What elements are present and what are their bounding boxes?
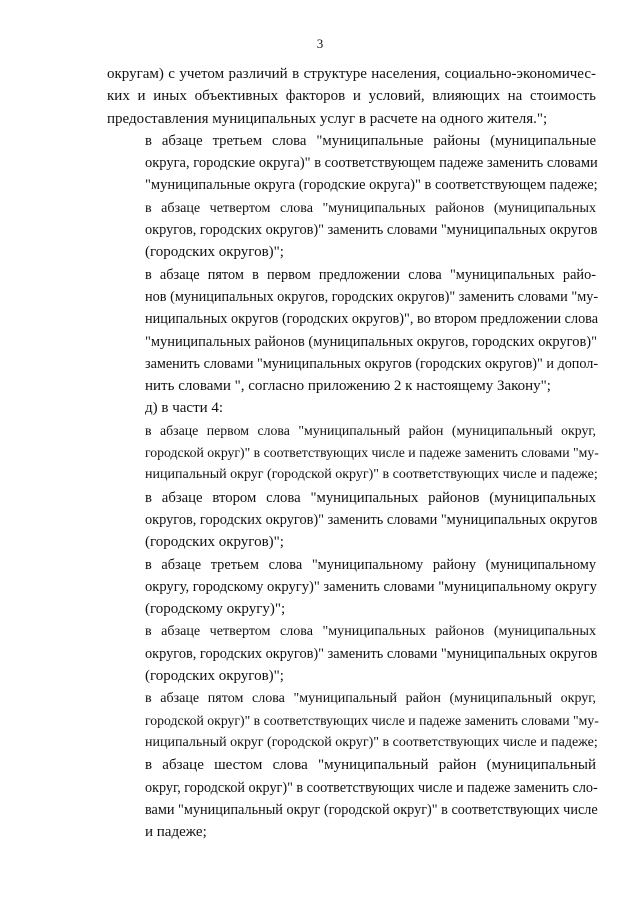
text-line: в абзаце втором слова "муниципальных районов (муниципальных (145, 489, 596, 506)
paragraph (107, 754, 596, 843)
paragraph (107, 487, 596, 554)
paragraph (107, 130, 596, 197)
text-line: округу, городскому округу)" заменить словами "муниципальному округу (145, 578, 597, 595)
text-line: (городских округов)"; (145, 668, 284, 685)
page-number: 3 (316, 36, 324, 51)
paragraph (107, 264, 599, 398)
paragraph (107, 397, 596, 419)
text-line: заменить словами "муниципальных округов (городских округов)" и допол- (145, 355, 599, 372)
text-line: ниципальных округов (городских округов)", во втором предложении слова (145, 311, 599, 328)
text-line: нить словами ", согласно приложению 2 к настоящему Закону"; (145, 378, 551, 395)
text-line: в абзаце пятом в первом предложении слова "муниципальных райо- (145, 266, 596, 283)
text-line: (городскому округу)"; (145, 601, 286, 618)
text-line: в абзаце первом слова "муниципальный район (муниципальный округ, (145, 422, 596, 438)
document-body (107, 63, 599, 843)
paragraph (107, 420, 599, 487)
text-line: округов, городских округов)" заменить словами "муниципальных округов (145, 645, 598, 662)
text-line: ких и иных объективных факторов и условий, влияющих на стоимость (107, 88, 596, 105)
text-line: городской округ)" в соответствующих числе и падеже заменить словами "му- (145, 445, 599, 461)
text-line: в абзаце шестом слова "муниципальный район (муниципальный (145, 757, 596, 774)
text-line: нов (муниципальных округов, городских округов)" заменить словами "му- (145, 288, 599, 305)
text-line: округов, городских округов)" заменить словами "муниципальных округов (145, 511, 598, 528)
text-line: вами "муниципальный округ (городской округ)" в соответствующих числе (145, 801, 598, 818)
text-line: в абзаце третьем слова "муниципальные районы (муниципальные (145, 132, 596, 149)
text-line: в абзаце пятом слова "муниципальный район (муниципальный округ, (145, 690, 596, 707)
paragraph (107, 620, 596, 687)
paragraph (107, 63, 596, 130)
text-line: ниципальный округ (городской округ)" в соответствующих числе и падеже; (145, 734, 598, 750)
text-line: округам) с учетом различий в структуре населения, социально-экономичес- (107, 66, 596, 82)
text-line: "муниципальных районов (муниципальных округов, городских округов)" (145, 333, 597, 350)
paragraph (107, 687, 599, 754)
text-line: (городских округов)"; (145, 244, 284, 261)
text-line: предоставления муниципальных услуг в расчете на одного жителя."; (107, 110, 548, 127)
paragraph (107, 197, 596, 264)
text-line: в абзаце четвертом слова "муниципальных районов (муниципальных (145, 623, 596, 640)
text-line: и падеже; (145, 824, 207, 841)
text-line: округ, городской округ)" в соответствующих числе и падеже заменить сло- (145, 779, 598, 796)
text-line: (городских округов)"; (145, 534, 284, 551)
text-line: в абзаце четвертом слова "муниципальных районов (муниципальных (145, 199, 596, 216)
paragraph (107, 554, 596, 621)
text-line: округов, городских округов)" заменить словами "муниципальных округов (145, 222, 598, 239)
text-line: ниципальный округ (городской округ)" в соответствующих числе и падеже; (145, 467, 598, 483)
text-line: в абзаце третьем слова "муниципальному району (муниципальному (145, 556, 596, 573)
text-line: "муниципальные округа (городские округа)" в соответствующем падеже; (145, 177, 598, 194)
text-line: д) в части 4: (145, 400, 224, 417)
text-line: городской округ)" в соответствующих числе и падеже заменить словами "му- (145, 712, 599, 728)
text-line: округа, городские округа)" в соответствующем падеже заменить словами (145, 155, 598, 172)
